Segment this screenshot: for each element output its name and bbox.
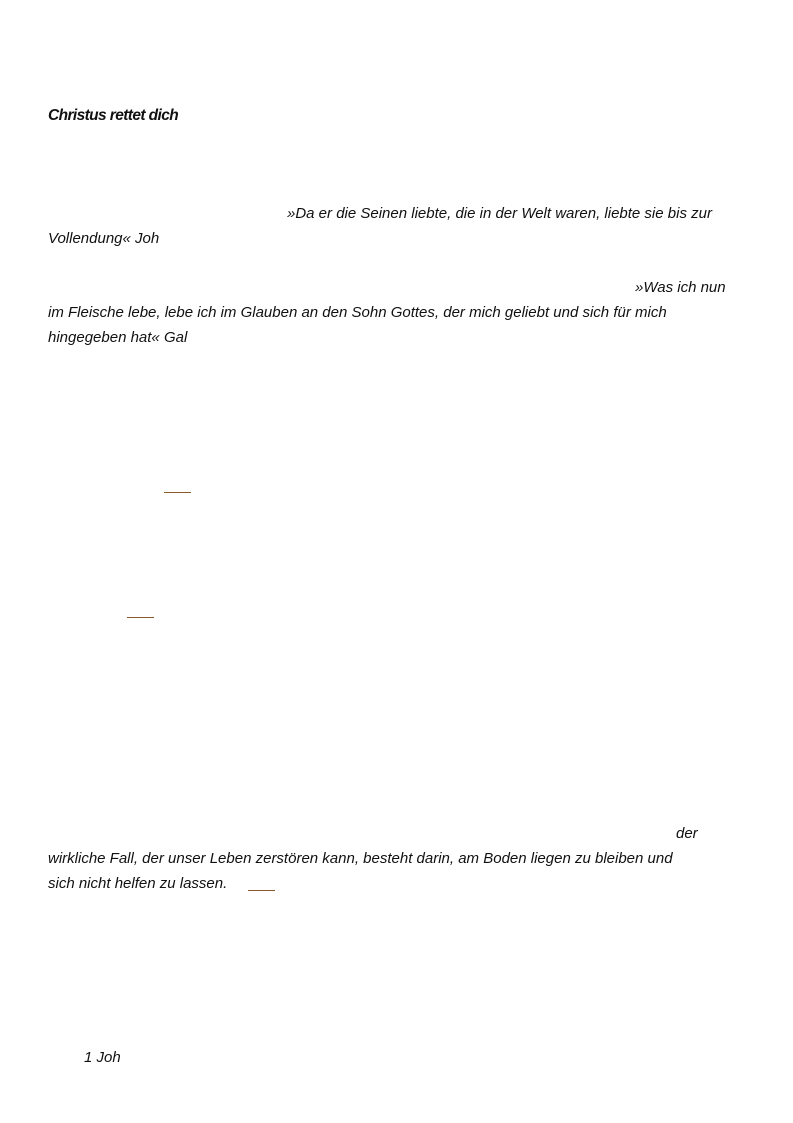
paragraph-fall-line-2: wirkliche Fall, der unser Leben zerstören kann, besteht darin, am Boden liegen zu bleiben und xyxy=(48,850,673,867)
quote-gal-line-2: im Fleische lebe, lebe ich im Glauben an den Sohn Gottes, der mich geliebt und sich für mich xyxy=(48,304,667,321)
quote-joh-line-1: »Da er die Seinen liebte, die in der Welt waren, liebte sie bis zur xyxy=(287,205,712,222)
footnote-text: 1 Joh xyxy=(84,1049,121,1066)
quote-joh-line-2: Vollendung« Joh xyxy=(48,230,160,247)
footnote-reference-line xyxy=(248,890,275,891)
paragraph-fall-line-1: der xyxy=(676,825,698,842)
footnote-reference-line xyxy=(164,492,191,493)
footnote-reference-line xyxy=(127,617,154,618)
page-title: Christus rettet dich xyxy=(48,107,179,124)
quote-gal-line-1: »Was ich nun xyxy=(635,279,726,296)
quote-gal-line-3: hingegeben hat« Gal xyxy=(48,329,188,346)
paragraph-fall-line-3: sich nicht helfen zu lassen. xyxy=(48,875,228,892)
